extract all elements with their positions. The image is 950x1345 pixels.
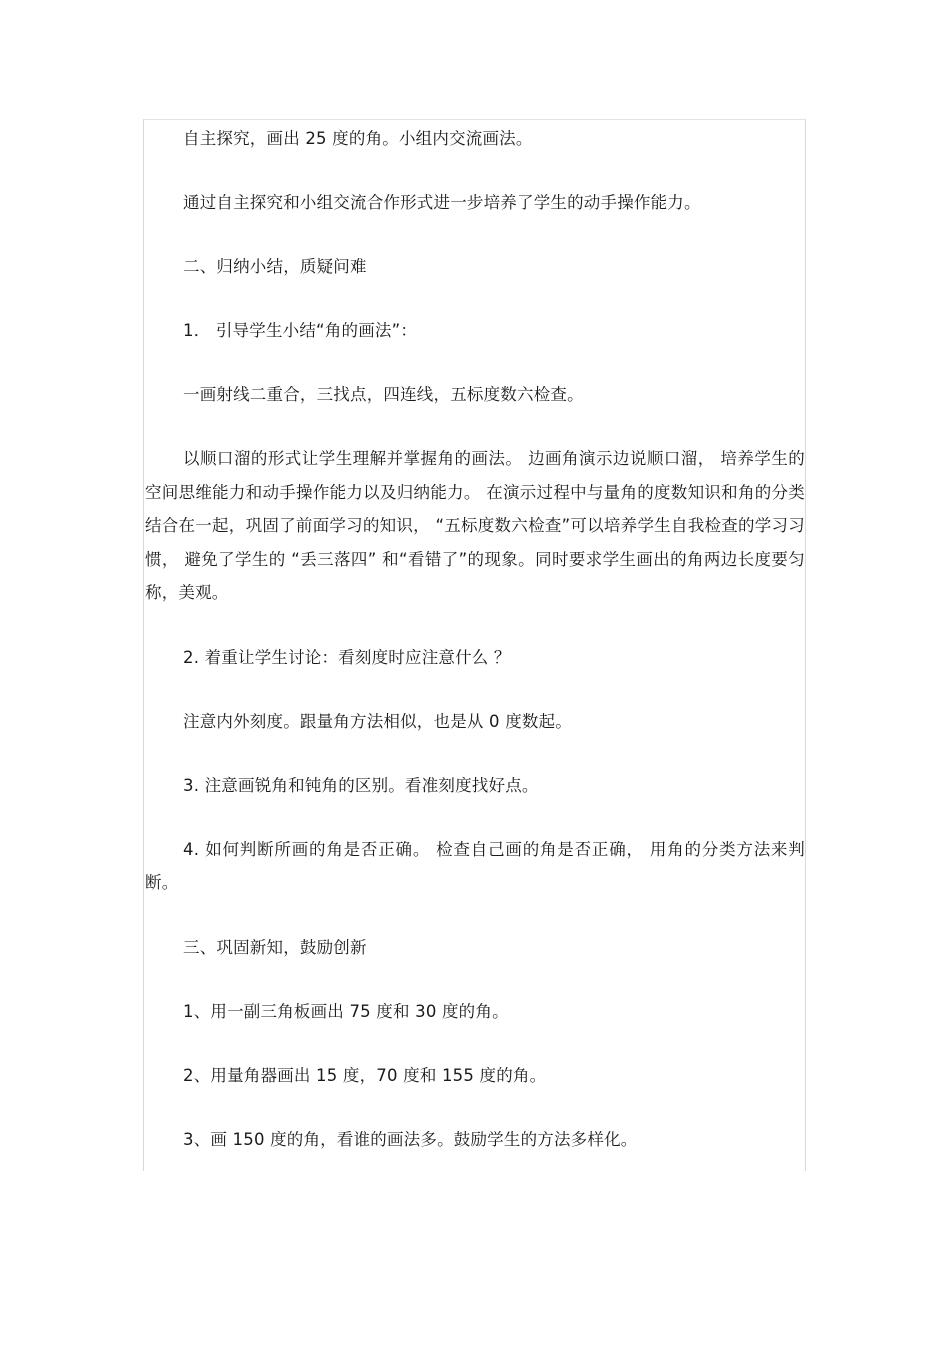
section-heading-summary: 二、归纳小结，质疑问难 — [183, 257, 367, 276]
paragraph-inner-outer-scale: 注意内外刻度。跟量角方法相似，也是从 0 度数起。 — [183, 711, 572, 731]
exercise-item-2: 2、用量角器画出 15 度，70 度和 155 度的角。 — [183, 1065, 547, 1085]
paragraph-draw-25-degree: 自主探究，画出 25 度的角。小组内交流画法。 — [183, 129, 533, 148]
paragraph-rhyme-steps: 一画射线二重合，三找点，四连线，五标度数六检查。 — [183, 385, 584, 404]
paragraph-judge-correctness: 4. 如何判断所画的角是否正确。 检查自己画的角是否正确， 用角的分类方法来判断。 — [145, 839, 805, 892]
paragraph-acute-obtuse: 3. 注意画锐角和钝角的区别。看准刻度找好点。 — [183, 775, 539, 795]
paragraph-rhyme-explanation: 以顺口溜的形式让学生理解并掌握角的画法。 边画角演示边说顺口溜， 培养学生的空间思维能力和动手操作能力以及归纳能力。 在演示过程中与量角的度数知识和角的分类结合在一起，巩固了前面学习的知识， “五标度数六检查”可以培养学生自我检查的学习习惯， 避免了学生的 “丢三落四” 和“看错了”的现象。同时要求学生画出的角两边长度要匀称，美观。 — [145, 449, 805, 602]
paragraph-discussion-scale: 2. 着重让学生讨论：看刻度时应注意什么 ？ — [183, 647, 511, 667]
document-body — [145, 122, 805, 1187]
exercise-item-3: 3、画 150 度的角，看谁的画法多。鼓励学生的方法多样化。 — [183, 1129, 638, 1149]
section-heading-consolidate: 三、巩固新知，鼓励创新 — [183, 937, 367, 957]
exercise-item-1: 1、用一副三角板画出 75 度和 30 度的角。 — [183, 1001, 509, 1021]
paragraph-guide-summary: 1． 引导学生小结“角的画法”： — [183, 321, 418, 340]
paragraph-self-exploration: 通过自主探究和小组交流合作形式进一步培养了学生的动手操作能力。 — [183, 193, 701, 212]
